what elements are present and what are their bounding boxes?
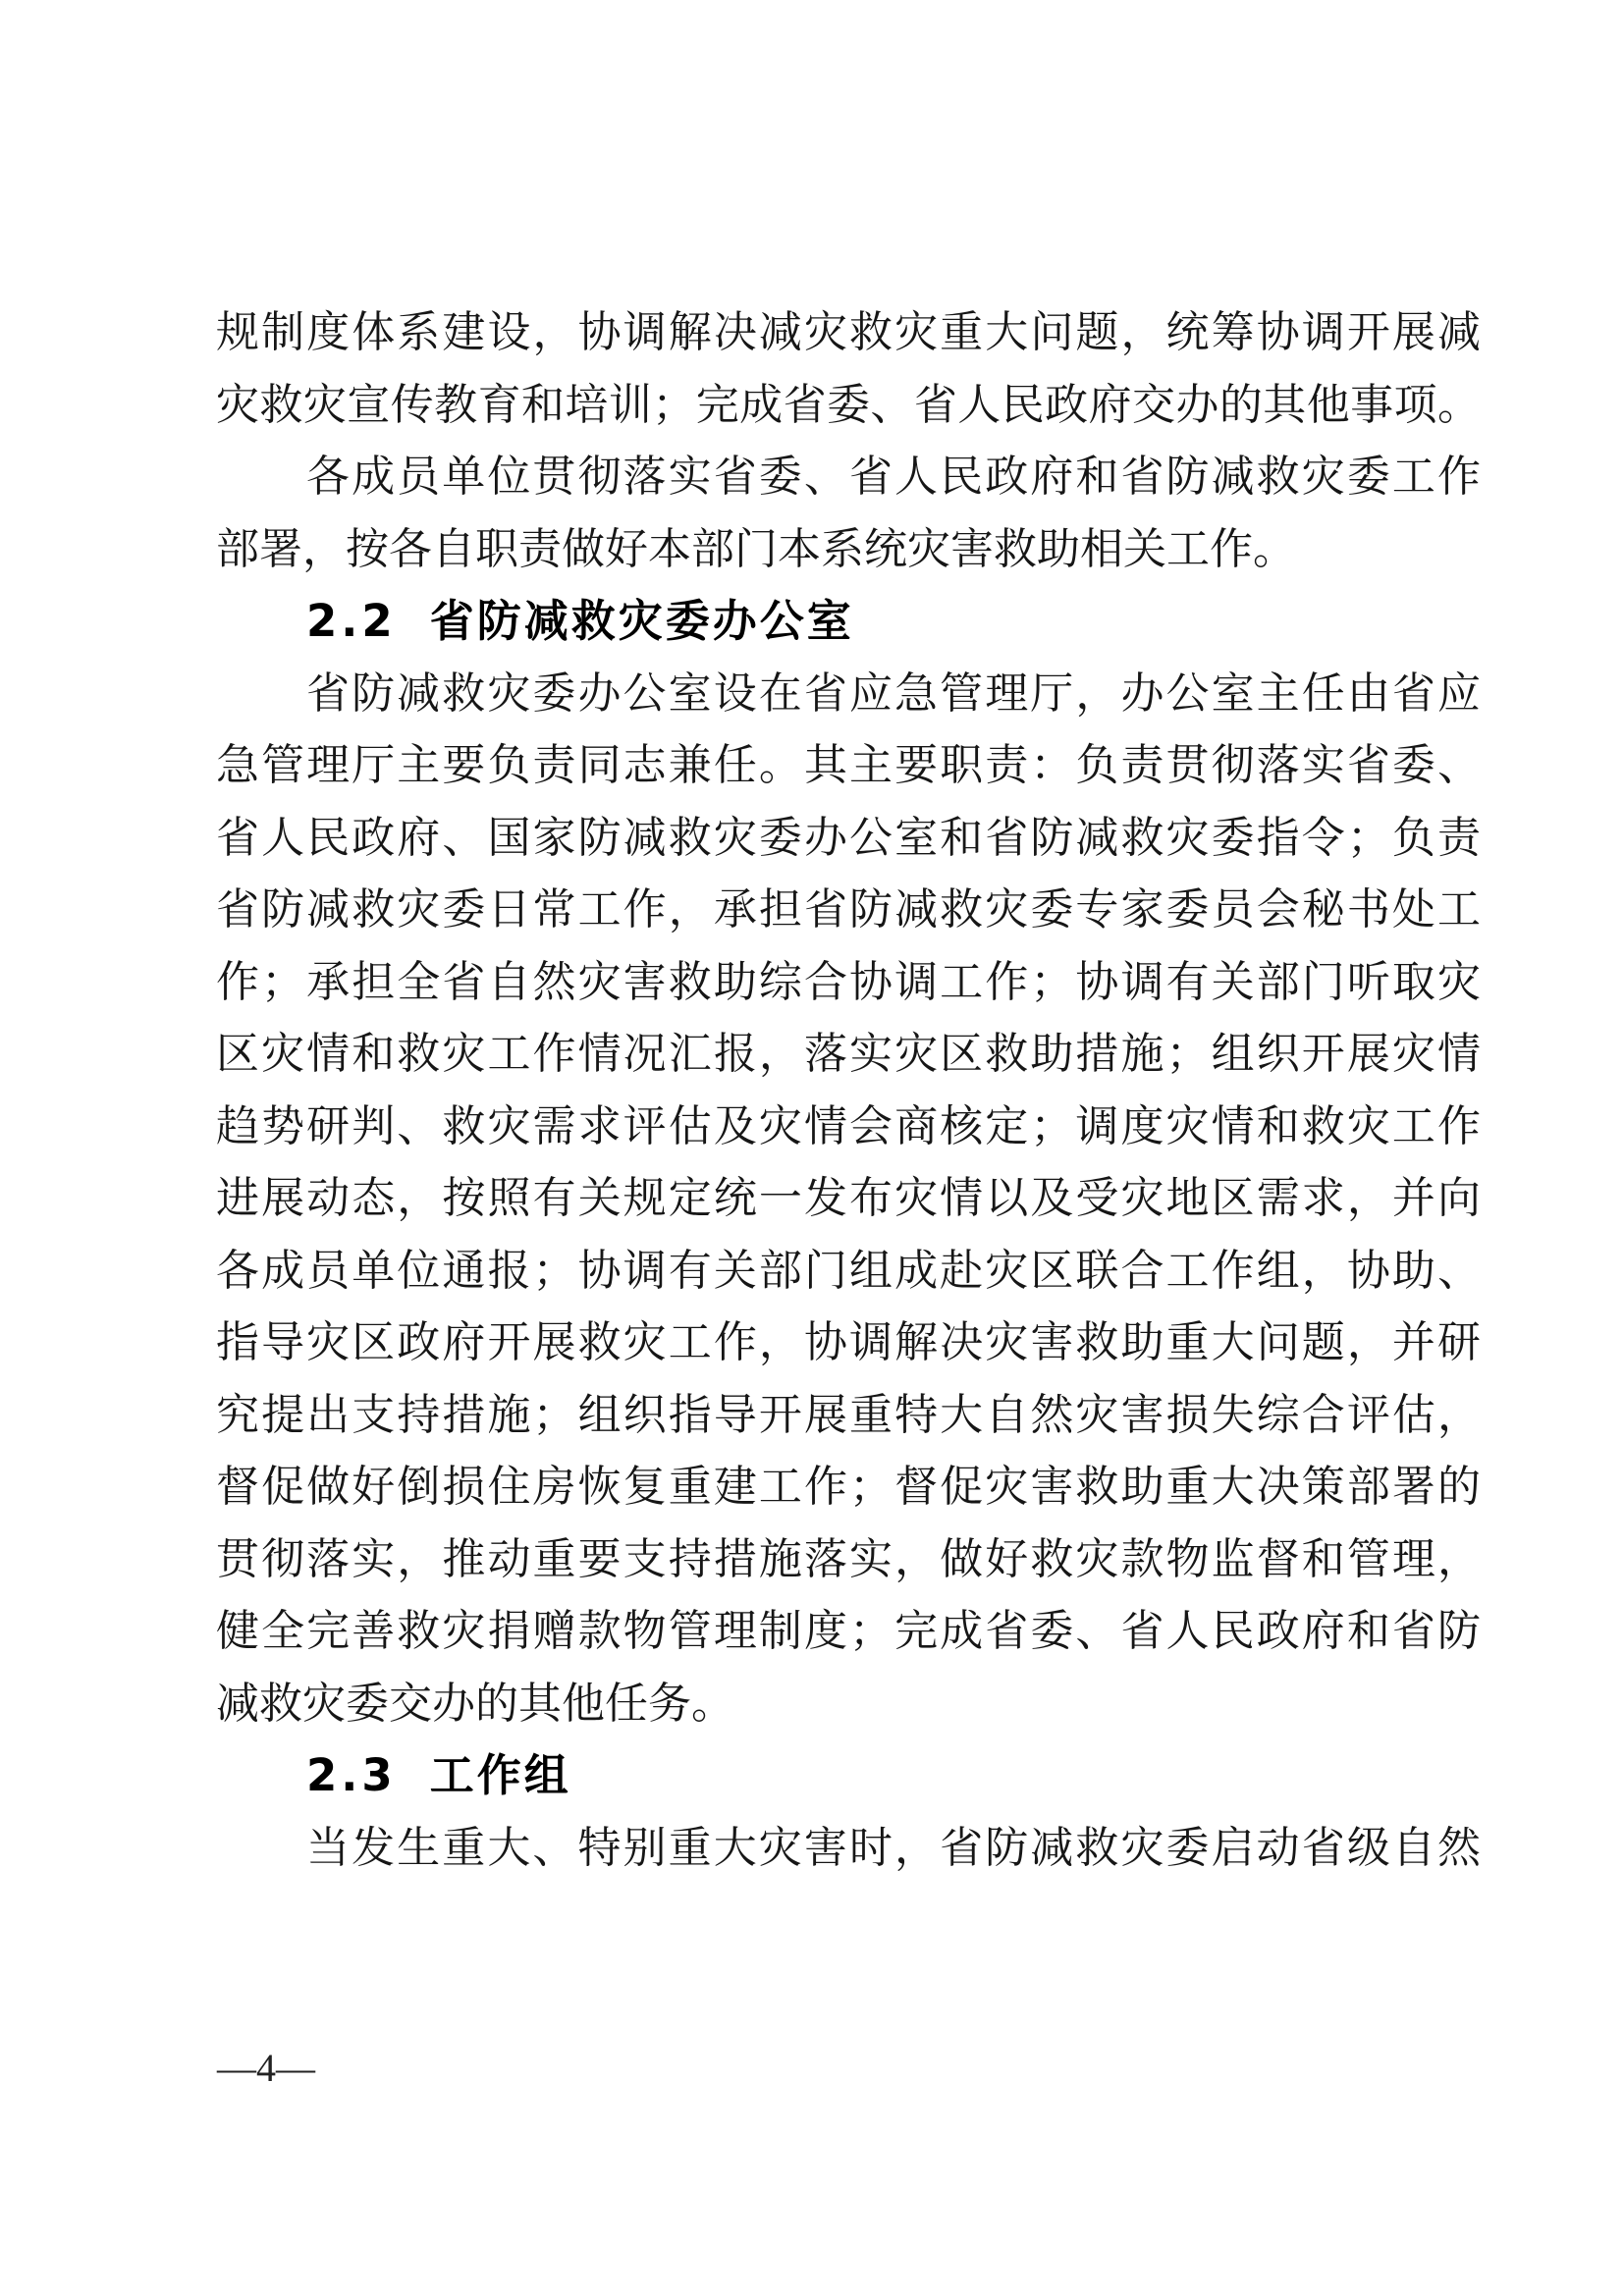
document-body: [216, 296, 1481, 1884]
section-title: 省防减救灾委办公室: [429, 595, 854, 647]
section-number: 2.3: [306, 1749, 397, 1801]
text-line: 各成员单位通报；协调有关部门组成赴灾区联合工作组，协助、: [216, 1246, 1481, 1295]
text-line: 指导灾区政府开展救灾工作，协调解决灾害救助重大问题，并研: [216, 1318, 1481, 1366]
text-line: 当发生重大、特别重大灾害时，省防减救灾委启动省级自然: [306, 1823, 1481, 1872]
text-line: 部署，按各自职责做好本部门本系统灾害救助相关工作。: [216, 524, 1296, 573]
text-line: 各成员单位贯彻落实省委、省人民政府和省防减救灾委工作: [306, 453, 1481, 501]
text-line: 区灾情和救灾工作情况汇报，落实灾区救助措施；组织开展灾情: [216, 1030, 1481, 1078]
text-line: 健全完善救灾捐赠款物管理制度；完成省委、省人民政府和省防: [216, 1607, 1481, 1655]
text-line: 趋势研判、救灾需求评估及灾情会商核定；调度灾情和救灾工作: [216, 1101, 1481, 1150]
page-footer: [217, 2044, 315, 2093]
page-number: —4—: [217, 2046, 315, 2090]
text-line: 进展动态，按照有关规定统一发布灾情以及受灾地区需求，并向: [216, 1174, 1481, 1222]
section-heading-2-3: [216, 1739, 1481, 1812]
section-number: 2.2: [306, 595, 397, 647]
text-line: 减救灾委交办的其他任务。: [216, 1679, 734, 1728]
text-line: 督促做好倒损住房恢复重建工作；督促灾害救助重大决策部署的: [216, 1463, 1481, 1511]
text-line: 究提出支持措施；组织指导开展重特大自然灾害损失综合评估，: [216, 1390, 1481, 1439]
text-line: 作；承担全省自然灾害救助综合协调工作；协调有关部门听取灾: [216, 957, 1481, 1006]
text-line: 贯彻落实，推动重要支持措施落实，做好救灾款物监督和管理，: [216, 1534, 1481, 1583]
text-line: 省人民政府、国家防减救灾委办公室和省防减救灾委指令；负责: [216, 813, 1481, 862]
text-line: 急管理厅主要负责同志兼任。其主要职责：负责贯彻落实省委、: [216, 741, 1481, 789]
text-line: 省防减救灾委日常工作，承担省防减救灾委专家委员会秘书处工: [216, 885, 1481, 934]
text-line: 灾救灾宣传教育和培训；完成省委、省人民政府交办的其他事项。: [216, 380, 1481, 429]
text-line: 规制度体系建设，协调解决减灾救灾重大问题，统筹协调开展减: [216, 308, 1481, 356]
section-heading-2-2: [216, 585, 1481, 658]
section-title: 工作组: [429, 1749, 571, 1801]
text-line: 省防减救灾委办公室设在省应急管理厅，办公室主任由省应: [306, 668, 1481, 718]
